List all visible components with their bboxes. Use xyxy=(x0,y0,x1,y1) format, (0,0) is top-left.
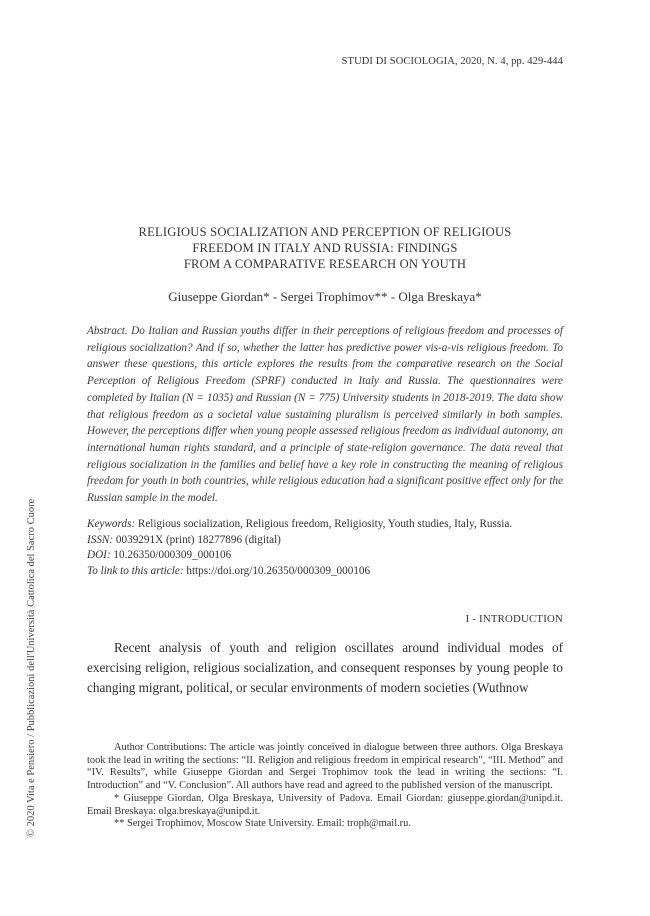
doi-label: DOI: xyxy=(87,549,111,561)
issn-label: ISSN: xyxy=(87,533,114,546)
issn-line xyxy=(87,533,563,549)
issn-value: 0039291X (print) 18277896 (digital) xyxy=(115,533,281,546)
title-line: RELIGIOUS SOCIALIZATION AND PERCEPTION OF RELIGIOUS xyxy=(138,225,512,239)
article-link[interactable]: https://doi.org/10.26350/000309_000106 xyxy=(186,564,371,577)
introduction-paragraph: Recent analysis of youth and religion oscillates around individual modes of exercising religion, religious socialization, and consequent responses by young people to changing migrant, political, or secular environments of modern societies (Wuthnow xyxy=(87,640,563,695)
copyright-side-credit: © 2020 Vita e Pensiero / Pubblicazioni dell'Università Cattolica del Sacro Cuore xyxy=(26,498,37,837)
article-metadata xyxy=(87,517,563,579)
article-link-label: To link to this article: xyxy=(87,564,184,577)
keywords-value: Religious socialization, Religious freedom, Religiosity, Youth studies, Italy, Russia. xyxy=(137,518,513,530)
article-link-line xyxy=(87,564,563,580)
running-head: STUDI DI SOCIOLOGIA, 2020, N. 4, pp. 429-444 xyxy=(341,56,563,67)
keywords-label: Keywords: xyxy=(87,518,136,530)
article-title xyxy=(87,224,563,272)
title-line: FROM A COMPARATIVE RESEARCH ON YOUTH xyxy=(183,257,467,271)
author-list: Giuseppe Giordan* - Sergei Trophimov** - Olga Breskaya* xyxy=(168,289,482,304)
doi-value: 10.26350/000309_000106 xyxy=(113,549,232,561)
footnotes xyxy=(87,742,563,831)
footnote-contributions: Author Contributions: The article was jointly conceived in dialogue between three authors. Olga Breskaya took the lead in writing the sections: “II. Religion and religious freedom in empirical research”, “III. Method” and “IV. Results”, while Giuseppe Giordan and Sergei Trophimov took the lead in writing the sections: “I. Introduction” and “V. Conclusion”. All authors have read and agreed to the published version of the manuscript. xyxy=(87,742,563,792)
title-line: FREEDOM IN ITALY AND RUSSIA: FINDINGS xyxy=(192,241,458,255)
doi-line xyxy=(87,548,563,564)
footnote-affiliation: ** Sergei Trophimov, Moscow State University. Email: troph@mail.ru. xyxy=(114,818,411,830)
abstract: Abstract. Do Italian and Russian youths differ in their perceptions of religious freedom and processes of religious socialization? And if so, whether the latter has predictive power vis-a-vis religious freedom. To answer these questions, this article explores the results from the comparative research on the Social Perception of Religious Freedom (SPRF) conducted in Italy and Russia. The questionnaires were completed by Italian (N = 1035) and Russian (N = 775) University students in 2018-2019. The data show that religious freedom as a societal value sustaining pluralism is perceived similarly in both samples. However, the perceptions differ when young people assessed religious freedom as individual autonomy, an international human rights standard, and a principle of state-religion governance. The data reveal that religious socialization in the families and belief have a key role in constructing the meaning of religious freedom for youth in both countries, while religious education had a significant positive effect only for the Russian sample in the model. xyxy=(87,325,563,505)
section-heading: I - INTRODUCTION xyxy=(465,613,563,625)
footnote-affiliation: * Giuseppe Giordan, Olga Breskaya, University of Padova. Email Giordan: giuseppe.giordan@unipd.it. Email Breskaya: olga.breskaya@unipd.it. xyxy=(87,792,563,817)
keywords-line xyxy=(87,517,563,533)
